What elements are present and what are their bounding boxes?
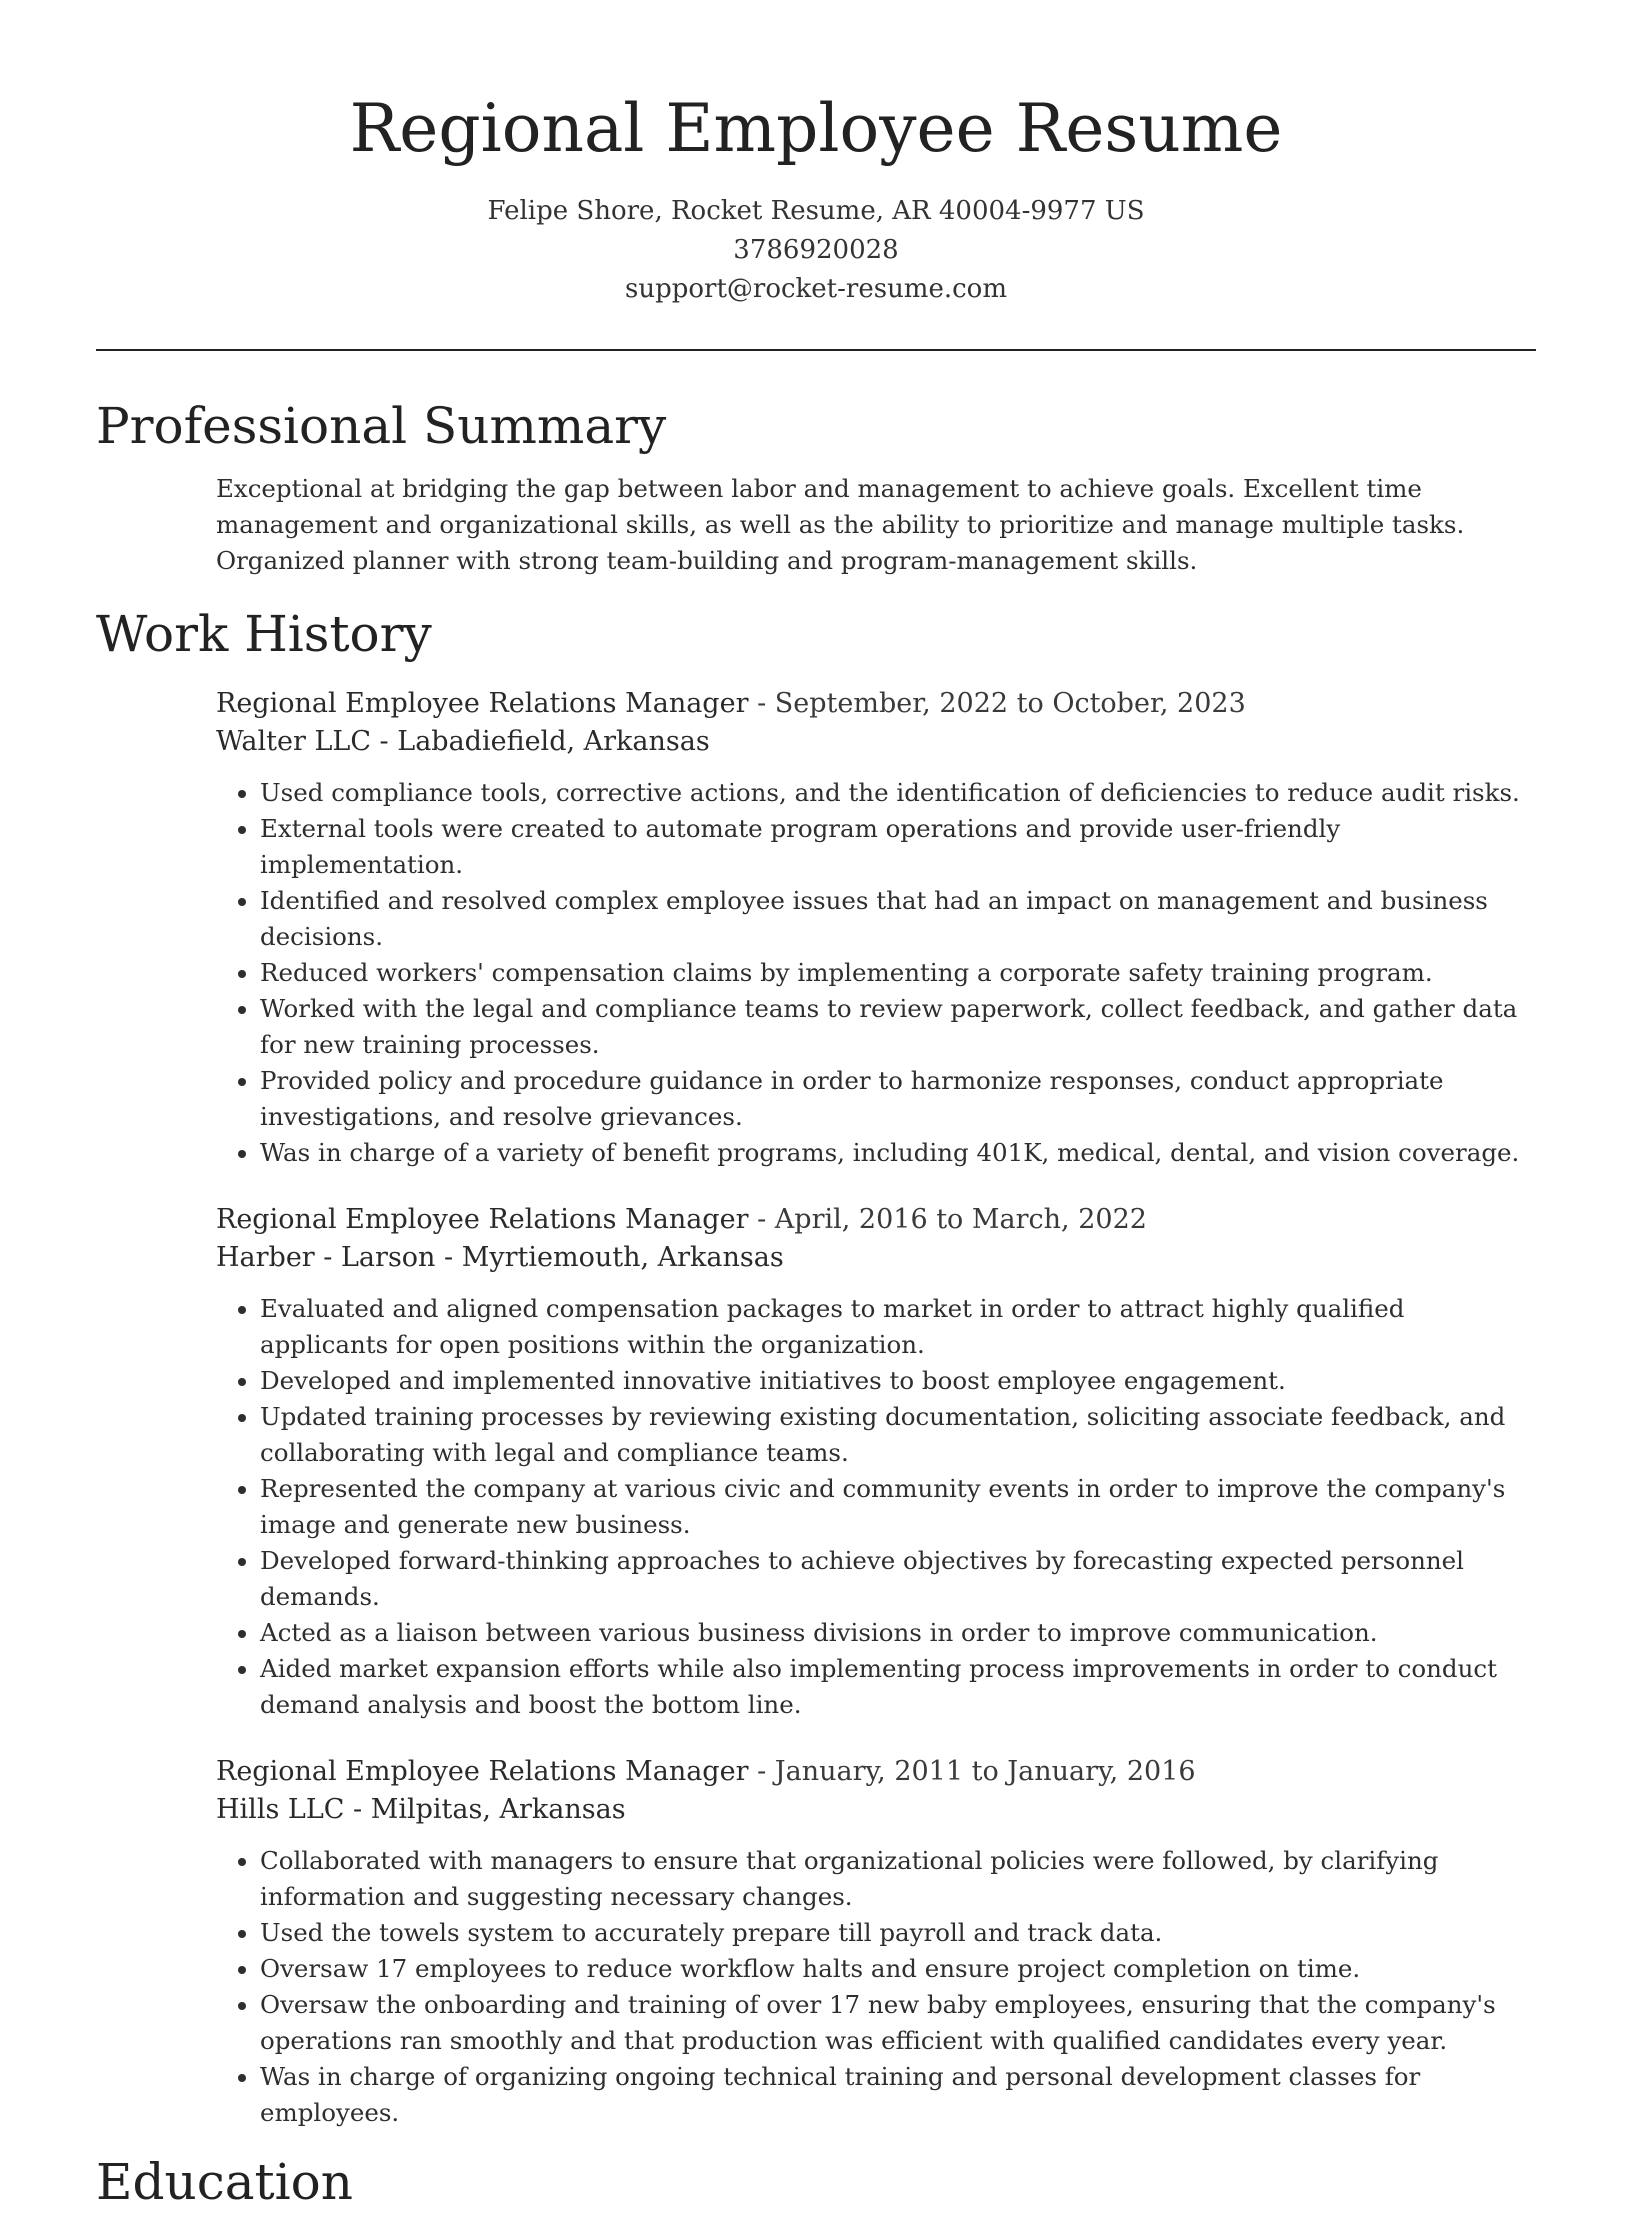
resume-page: [96, 0, 1536, 2213]
job-bullet-list: [216, 775, 1536, 1171]
job-bullet-list: [216, 1843, 1536, 2131]
list-item: • Used compliance tools, corrective actions, and the identification of deficiencies to reduce audit risks.: [260, 775, 1536, 811]
education-heading: Education: [96, 2153, 353, 2211]
list-item: • Acted as a liaison between various business divisions in order to improve communication.: [260, 1615, 1536, 1651]
contact-email: support@rocket-resume.com: [624, 274, 1007, 304]
job-company: Hills LLC - Milpitas, Arkansas: [216, 1794, 626, 1825]
list-item: • Aided market expansion efforts while also implementing process improvements in order to conduct demand analysis and boost the bottom line.: [260, 1651, 1536, 1723]
header-divider: [96, 349, 1536, 351]
job-heading: Regional Employee Relations Manager - January, 2011 to January, 2016: [216, 1756, 1196, 1787]
job-company: Harber - Larson - Myrtiemouth, Arkansas: [216, 1242, 784, 1273]
list-item: • Updated training processes by reviewing existing documentation, soliciting associate feedback, and collaborating with legal and compliance teams.: [260, 1399, 1536, 1471]
list-item: • Was in charge of organizing ongoing technical training and personal development classes for employees.: [260, 2059, 1536, 2131]
contact-address: Felipe Shore, Rocket Resume, AR 40004-9977 US: [487, 196, 1145, 226]
list-item: • Was in charge of a variety of benefit programs, including 401K, medical, dental, and vision coverage.: [260, 1135, 1536, 1171]
list-item: • Oversaw the onboarding and training of over 17 new baby employees, ensuring that the company's operations ran smoothly and that production was efficient with qualified candidates every year.: [260, 1987, 1536, 2059]
job-heading: Regional Employee Relations Manager - September, 2022 to October, 2023: [216, 688, 1246, 719]
resume-title: Regional Employee Resume: [349, 90, 1283, 167]
job-entry-1: [216, 685, 1536, 1171]
resume-header: [96, 0, 1536, 309]
work-history-heading: Work History: [96, 605, 432, 663]
summary-heading: Professional Summary: [96, 397, 667, 455]
list-item: • Identified and resolved complex employee issues that had an impact on management and business decisions.: [260, 883, 1536, 955]
job-bullet-list: [216, 1291, 1536, 1723]
job-dates: January, 2011 to January, 2016: [774, 1756, 1196, 1787]
job-heading: Regional Employee Relations Manager - April, 2016 to March, 2022: [216, 1204, 1147, 1235]
contact-block: [96, 192, 1536, 309]
list-item: • Oversaw 17 employees to reduce workflow halts and ensure project completion on time.: [260, 1951, 1536, 1987]
job-dates: April, 2016 to March, 2022: [774, 1204, 1147, 1235]
list-item: • Represented the company at various civic and community events in order to improve the company's image and generate new business.: [260, 1471, 1536, 1543]
contact-phone: 3786920028: [733, 235, 899, 265]
list-item: • Evaluated and aligned compensation packages to market in order to attract highly qualified applicants for open positions within the organization.: [260, 1291, 1536, 1363]
summary-text: Exceptional at bridging the gap between labor and management to achieve goals. Excellent time management and organizational skills, as well as the ability to prioritize and manage multiple tasks. Organized planner with strong team-building and program-management skills.: [216, 474, 1465, 575]
job-title: Regional Employee Relations Manager: [216, 1204, 749, 1235]
list-item: • Worked with the legal and compliance teams to review paperwork, collect feedback, and gather data for new training processes.: [260, 991, 1536, 1063]
job-entry-2: [216, 1201, 1536, 1723]
job-dates: September, 2022 to October, 2023: [774, 688, 1246, 719]
list-item: • Provided policy and procedure guidance in order to harmonize responses, conduct appropriate investigations, and resolve grievances.: [260, 1063, 1536, 1135]
list-item: • Collaborated with managers to ensure that organizational policies were followed, by clarifying information and suggesting necessary changes.: [260, 1843, 1536, 1915]
job-company: Walter LLC - Labadiefield, Arkansas: [216, 726, 710, 757]
list-item: • Reduced workers' compensation claims by implementing a corporate safety training program.: [260, 955, 1536, 991]
list-item: • Developed and implemented innovative initiatives to boost employee engagement.: [260, 1363, 1536, 1399]
list-item: • Developed forward-thinking approaches to achieve objectives by forecasting expected personnel demands.: [260, 1543, 1536, 1615]
list-item: • Used the towels system to accurately prepare till payroll and track data.: [260, 1915, 1536, 1951]
job-title: Regional Employee Relations Manager: [216, 688, 749, 719]
job-title: Regional Employee Relations Manager: [216, 1756, 749, 1787]
job-entry-3: [216, 1753, 1536, 2131]
list-item: • External tools were created to automate program operations and provide user-friendly implementation.: [260, 811, 1536, 883]
